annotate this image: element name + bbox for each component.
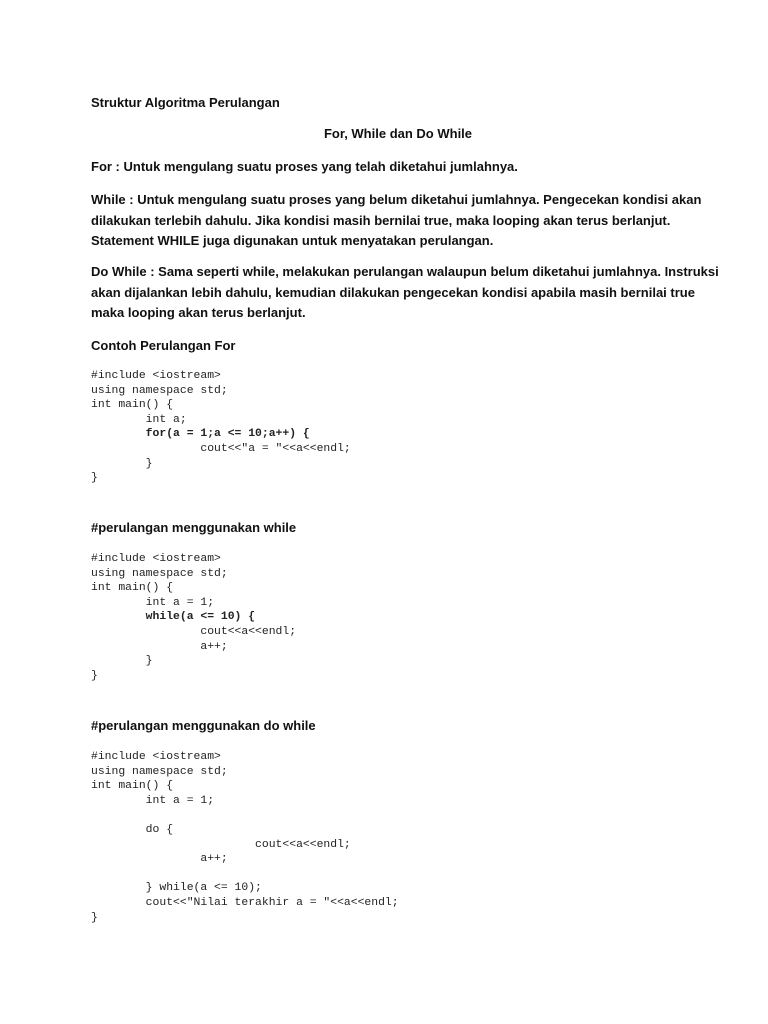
paragraph-while-line: Statement WHILE juga digunakan untuk menyatakan perulangan.: [91, 233, 494, 248]
paragraph-do-while-line: Do While : Sama seperti while, melakukan perulangan walaupun belum diketahui jumlahnya. Instruksi: [91, 264, 719, 279]
heading-while-example: #perulangan menggunakan while: [91, 520, 297, 535]
code-line: cout<<a<<endl;: [91, 838, 351, 851]
code-block-while: [91, 552, 296, 683]
code-line: int main() {: [91, 780, 174, 793]
paragraph-do-while-line: maka looping akan terus berlanjut.: [91, 305, 306, 320]
code-line: }: [91, 911, 98, 924]
code-line: cout<<"Nilai terakhir a = "<<a<<endl;: [91, 896, 399, 909]
document-title: Struktur Algoritma Perulangan: [91, 95, 280, 110]
code-line: a++;: [91, 640, 228, 653]
code-line: int a = 1;: [91, 596, 215, 609]
paragraph-do-while-line: akan dijalankan lebih dahulu, kemudian dilakukan pengecekan kondisi apabila masih bernilai true: [91, 284, 695, 300]
code-line: } while(a <= 10);: [91, 882, 262, 895]
code-line: int main() {: [91, 582, 174, 595]
code-line: int main() {: [91, 399, 174, 412]
code-line: }: [91, 457, 153, 470]
code-line: int a;: [91, 413, 187, 426]
code-line: for(a = 1;a <= 10;a++) {: [91, 428, 310, 441]
code-line: #include <iostream>: [91, 370, 221, 382]
code-line: a++;: [91, 853, 228, 866]
code-line: [91, 867, 399, 882]
code-line: int a = 1;: [91, 794, 215, 807]
code-line: using namespace std;: [91, 765, 228, 778]
code-line: while(a <= 10) {: [91, 611, 256, 624]
code-line: #include <iostream>: [91, 553, 221, 565]
code-line: do {: [91, 823, 174, 836]
code-line: using namespace std;: [91, 567, 228, 580]
code-line: [91, 808, 399, 823]
paragraph-for: For : Untuk mengulang suatu proses yang telah diketahui jumlahnya.: [91, 159, 518, 174]
heading-for-example: Contoh Perulangan For: [91, 338, 236, 353]
code-line: }: [91, 472, 98, 485]
code-line: cout<<"a = "<<a<<endl;: [91, 442, 351, 455]
paragraph-while-line: dilakukan terlebih dahulu. Jika kondisi masih bernilai true, maka looping akan terus berlanjut.: [91, 212, 671, 228]
code-block-for: [91, 369, 351, 486]
code-line: cout<<a<<endl;: [91, 625, 297, 638]
code-line: }: [91, 655, 153, 668]
code-block-do-while: [91, 750, 399, 925]
paragraph-while-line: While : Untuk mengulang suatu proses yang belum diketahui jumlahnya. Pengecekan kondisi akan: [91, 192, 702, 207]
code-line: #include <iostream>: [91, 751, 221, 763]
code-line: }: [91, 669, 98, 682]
document-subtitle: For, While dan Do While: [323, 126, 473, 141]
heading-do-while-example: #perulangan menggunakan do while: [91, 718, 316, 733]
code-line: using namespace std;: [91, 384, 228, 397]
